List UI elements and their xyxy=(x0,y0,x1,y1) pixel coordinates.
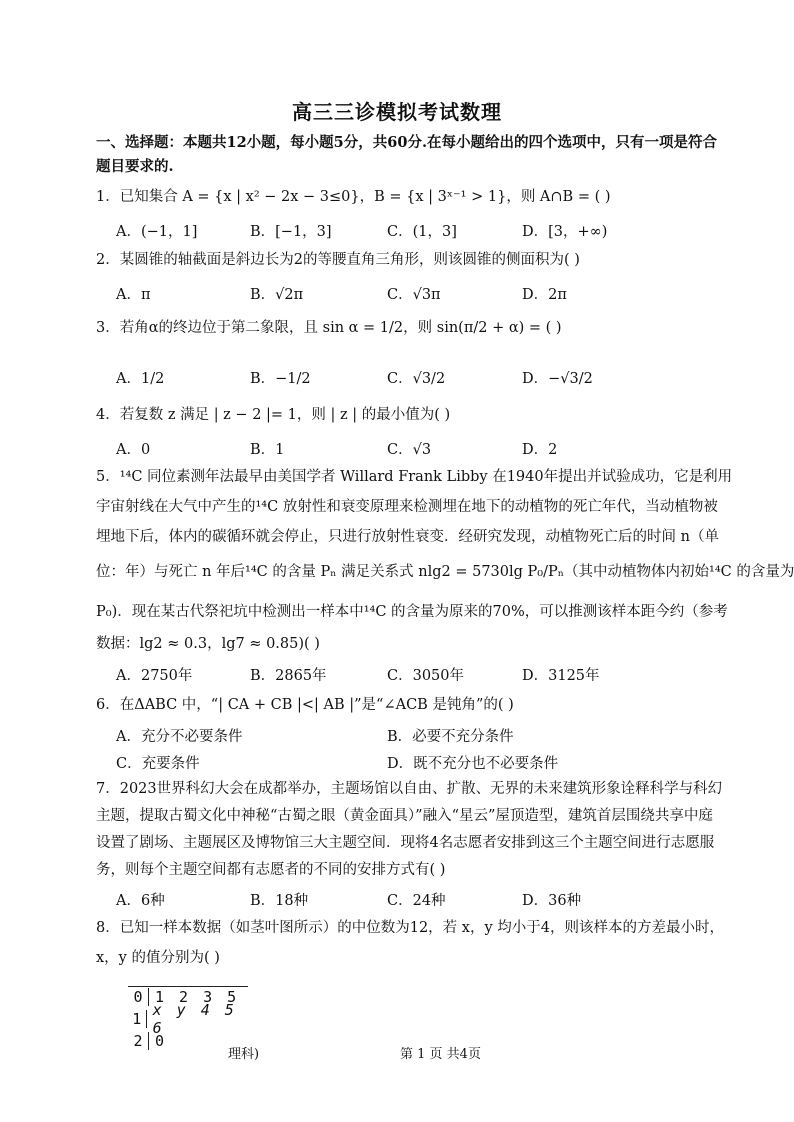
stem-value: 2 xyxy=(128,1032,149,1050)
question-1: 1．已知集合 A = {x | x² − 2x − 3≤0}，B = {x | 3ˣ⁻¹ > 1}，则 A∩B = ( ) xyxy=(96,189,611,205)
q7-option-c: C．24种 xyxy=(387,893,446,909)
stem-leaf-top-rule xyxy=(128,986,248,987)
q3-option-b: B．−1/2 xyxy=(250,371,311,387)
question-6: 6．在ΔABC 中，“| CA + CB |<| AB |”是“∠ACB 是钝角”的( ) xyxy=(96,697,514,713)
question-5-line-3: 埋地下后，体内的碳循环就会停止，只进行放射性衰变．经研究发现，动植物死亡后的时间 n（单 xyxy=(96,529,719,545)
q7-option-d: D．36种 xyxy=(522,893,582,909)
q6-option-c: C．充要条件 xyxy=(116,756,200,772)
q5-option-b: B．2865年 xyxy=(250,668,327,684)
leaf-values: 0 xyxy=(155,1032,168,1050)
stem-value: 0 xyxy=(128,988,149,1006)
q6-option-d: D．既不充分也不必要条件 xyxy=(387,756,559,772)
q1-option-d: D．[3，+∞) xyxy=(522,224,608,240)
q7-option-b: B．18种 xyxy=(250,893,309,909)
page-title: 高三三诊模拟考试数理 xyxy=(292,100,502,124)
leaf-values: x y 4 5 6 xyxy=(152,1001,237,1037)
question-7-line-4: 务，则每个主题空间都有志愿者的不同的安排方式有( ) xyxy=(96,862,446,878)
question-4: 4．若复数 z 满足 | z − 2 |= 1，则 | z | 的最小值为( ) xyxy=(96,407,451,423)
question-5-line-5: P₀)．现在某古代祭祀坑中检测出一样本中¹⁴C 的含量为原来的70%，可以推测该样本距今约（参考 xyxy=(96,604,728,620)
q6-option-b: B．必要不充分条件 xyxy=(387,729,514,745)
question-7-line-3: 设置了剧场、主题展区及博物馆三大主题空间．现将4名志愿者安排到这三个主题空间进行志愿服 xyxy=(96,835,715,851)
question-5-line-6: 数据：lg2 ≈ 0.3，lg7 ≈ 0.85)( ) xyxy=(96,636,320,652)
q3-option-a: A．1/2 xyxy=(116,371,165,387)
question-7-line-1: 7．2023世界科幻大会在成都举办，主题场馆以自由、扩散、无界的未来建筑形象诠释科学与科幻 xyxy=(96,781,723,797)
q2-option-d: D．2π xyxy=(522,287,567,303)
q4-option-d: D．2 xyxy=(522,442,558,458)
q1-option-a: A．(−1，1] xyxy=(116,224,198,240)
q5-option-a: A．2750年 xyxy=(116,668,193,684)
stem-leaf-row xyxy=(128,1001,248,1037)
question-5-line-1: 5．¹⁴C 同位素测年法最早由美国学者 Willard Frank Libby 在1940年提出并试验成功，它是利用 xyxy=(96,469,733,485)
q6-option-a: A．充分不必要条件 xyxy=(116,729,243,745)
q4-option-c: C．√3 xyxy=(387,442,432,458)
footer-subject: 理科) xyxy=(228,1047,260,1062)
q5-option-d: D．3125年 xyxy=(522,668,600,684)
q7-option-a: A．6种 xyxy=(116,893,165,909)
question-5-line-2: 宇宙射线在大气中产生的¹⁴C 放射性和衰变原理来检测埋在地下的动植物的死亡年代，当动植物被 xyxy=(96,499,718,515)
leaf-values: 1 2 3 5 xyxy=(155,988,240,1006)
question-5-line-4: 位：年）与死亡 n 年后¹⁴C 的含量 Pₙ 满足关系式 nlg2 = 5730lg P₀/Pₙ（其中动植物体内初始¹⁴C 的含量为 xyxy=(96,564,794,580)
q2-option-c: C．√3π xyxy=(387,287,441,303)
footer-page-number: 第 1 页 共4页 xyxy=(400,1047,481,1062)
section-instructions-line-2: 题目要求的. xyxy=(96,158,174,175)
q5-option-c: C．3050年 xyxy=(387,668,464,684)
question-7-line-2: 主题，提取古蜀文化中神秘“古蜀之眼（黄金面具）”融入“星云”屋顶造型，建筑首层围绕共享中庭 xyxy=(96,808,713,824)
question-8-line-1: 8．已知一样本数据（如茎叶图所示）的中位数为12，若 x，y 均小于4，则该样本的方差最小时， xyxy=(96,920,724,936)
section-instructions-line-1: 一、选择题：本题共12小题，每小题5分，共60分.在每小题给出的四个选项中，只有一项是符合 xyxy=(96,134,717,151)
q3-option-d: D．−√3/2 xyxy=(522,371,593,387)
q4-option-a: A．0 xyxy=(116,442,151,458)
q1-option-c: C．(1，3] xyxy=(387,224,457,240)
q2-option-b: B．√2π xyxy=(250,287,304,303)
q3-option-c: C．√3/2 xyxy=(387,371,446,387)
question-8-line-2: x，y 的值分别为( ) xyxy=(96,950,220,966)
question-2: 2．某圆锥的轴截面是斜边长为2的等腰直角三角形，则该圆锥的侧面积为( ) xyxy=(96,252,580,268)
q1-option-b: B．[−1，3] xyxy=(250,224,332,240)
stem-value: 1 xyxy=(128,1010,147,1028)
q2-option-a: A．π xyxy=(116,287,151,303)
q4-option-b: B．1 xyxy=(250,442,285,458)
question-3: 3．若角α的终边位于第二象限，且 sin α = 1/2，则 sin(π/2 + α) = ( ) xyxy=(96,320,562,336)
